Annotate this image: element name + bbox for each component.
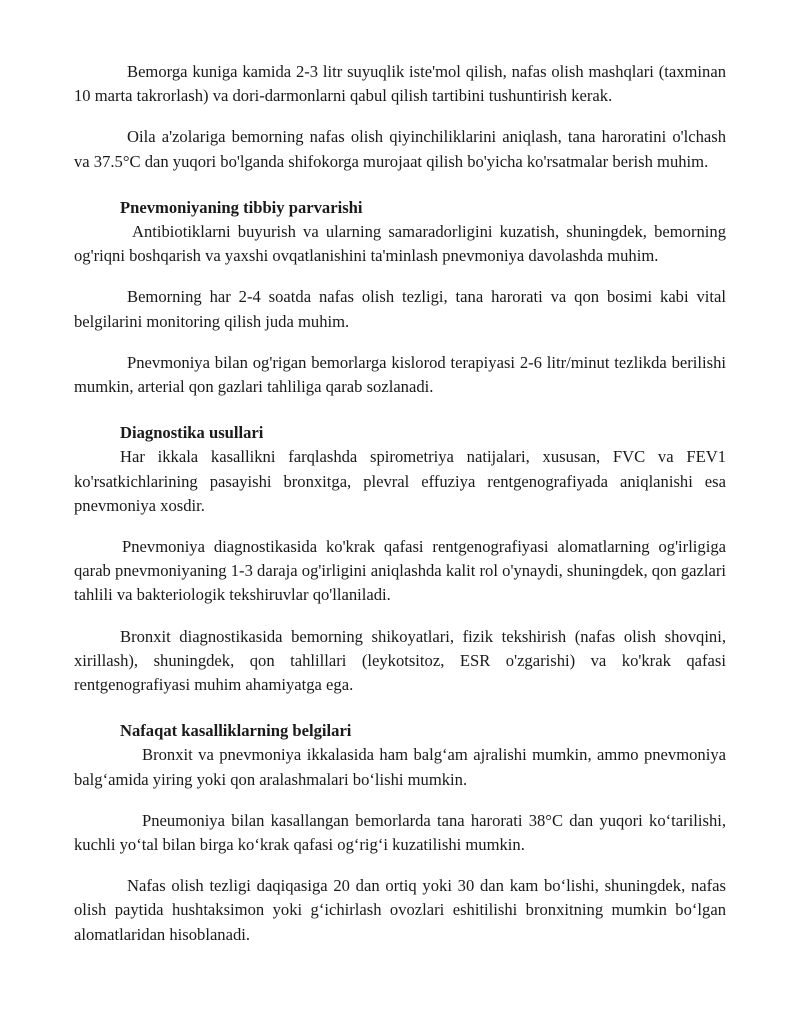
symptoms-paragraph-2: Pneumoniya bilan kasallangan bemorlarda tana harorati 38°C dan yuqori ko‘tarilishi, kuchli yo‘tal bilan birga ko‘krak qafasi og‘rig‘i kuzatilishi mumkin.: [74, 810, 726, 855]
symptoms-paragraph-3: Nafas olish tezligi daqiqasiga 20 dan ortiq yoki 30 dan kam bo‘lishi, shuningdek, nafas olish paytida hushtaksimon yoki g‘ichirlash ovozlari eshitilishi bronxitning mumkin bo‘lgan alomatlaridan hisoblanadi.: [74, 876, 726, 944]
intro-paragraph-2: Oila a'zolariga bemorning nafas olish qiyinchiliklarini aniqlash, tana haroratini o'lchash va 37.5°C dan yuqori bo'lganda shifokorga murojaat qilish bo'yicha ko'rsatmalar berish muhim.: [74, 127, 726, 171]
section-heading-medical-care: Pnevmoniyaning tibbiy parvarishi: [120, 197, 363, 217]
section-heading-symptoms: Nafaqat kasalliklarning belgilari: [120, 721, 352, 741]
section-heading-diagnostics: Diagnostika usullari: [120, 423, 264, 443]
medical-care-paragraph-3: Pnevmoniya bilan og'rigan bemorlarga kislorod terapiyasi 2-6 litr/minut tezlikda berilishi mumkin, arterial qon gazlari tahliliga qarab sozlanadi.: [74, 352, 726, 397]
medical-care-paragraph-2: Bemorning har 2-4 soatda nafas olish tezligi, tana harorati va qon bosimi kabi vital belgilarini monitoring qilish juda muhim.: [74, 287, 726, 331]
diagnostics-paragraph-2: Pnevmoniya diagnostikasida ko'krak qafasi rentgenografiyasi alomatlarning og'irligiga qarab pnevmoniyaning 1-3 daraja og'irligini aniqlashda kalit rol o'ynaydi, shuningdek, qon gazlari tahlili va bakteriologik tekshiruvlar qo'llaniladi.: [74, 537, 726, 605]
diagnostics-paragraph-3: Bronxit diagnostikasida bemorning shikoyatlari, fizik tekshirish (nafas olish shovqini, xirillash), shuningdek, qon tahlillari (leykotsitoz, ESR o'zgarishi) va ko'krak qafasi rentgenografiyasi muhim ahamiyatga ega.: [74, 626, 726, 695]
symptoms-paragraph-1: Bronxit va pnevmoniya ikkalasida ham balg‘am ajralishi mumkin, ammo pnevmoniya balg‘amida yiring yoki qon aralashmalari bo‘lishi mumkin.: [74, 745, 726, 789]
document-page: [74, 60, 726, 947]
medical-care-paragraph-1: Antibiotiklarni buyurish va ularning samaradorligini kuzatish, shuningdek, bemorning og'riqni boshqarish va yaxshi ovqatlanishini ta'minlash pnevmoniya davolashda muhim.: [74, 222, 726, 266]
diagnostics-paragraph-1: Har ikkala kasallikni farqlashda spirometriya natijalari, xususan, FVC va FEV1 ko'rsatkichlarining pasayishi bronxitga, plevral effuziya rentgenografiyada aniqlanishi esa pnevmoniya xosdir.: [74, 447, 726, 515]
intro-paragraph-1: Bemorga kuniga kamida 2-3 litr suyuqlik iste'mol qilish, nafas olish mashqlari (taxminan 10 marta takrorlash) va dori-darmonlarni qabul qilish tartibini tushuntirish kerak.: [74, 62, 726, 106]
